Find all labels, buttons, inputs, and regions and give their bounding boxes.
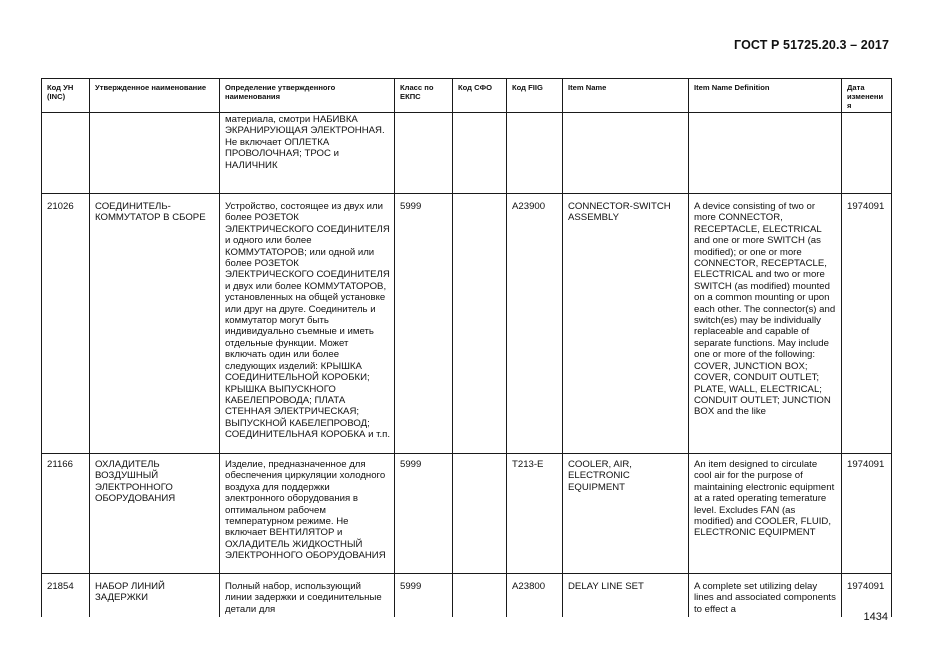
cell-class [395, 113, 453, 194]
table-row [42, 113, 892, 194]
cell-fiig: A23800 [507, 574, 563, 618]
cell-fiig [507, 113, 563, 194]
cell-date: 1974091 [842, 194, 892, 454]
catalog-table [41, 78, 892, 617]
table-header-row [42, 79, 892, 113]
table-row [42, 194, 892, 454]
column-header-date: Дата изменения [842, 79, 892, 113]
cell-name-ru [90, 113, 220, 194]
cell-definition-ru: Полный набор, использующий линии задержки и соединительные детали для [220, 574, 395, 618]
cell-item-name: COOLER, AIR, ELECTRONIC EQUIPMENT [563, 454, 689, 574]
cell-item-definition: A complete set utilizing delay lines and associated components to effect a [689, 574, 842, 618]
column-header-name-ru: Утвержденное наименование [90, 79, 220, 113]
column-header-item-definition: Item Name Definition [689, 79, 842, 113]
cell-name-ru: ОХЛАДИТЕЛЬ ВОЗДУШНЫЙ ЭЛЕКТРОННОГО ОБОРУДОВАНИЯ [90, 454, 220, 574]
cell-name-ru: НАБОР ЛИНИЙ ЗАДЕРЖКИ [90, 574, 220, 618]
column-header-inc: Код УН (INC) [42, 79, 90, 113]
cell-item-definition [689, 113, 842, 194]
table-row [42, 454, 892, 574]
cell-sfo [453, 454, 507, 574]
cell-class: 5999 [395, 194, 453, 454]
cell-sfo [453, 194, 507, 454]
cell-definition-ru: материала, смотри НАБИВКА ЭКРАНИРУЮЩАЯ ЭЛЕКТРОННАЯ. Не включает ОПЛЕТКА ПРОВОЛОЧНАЯ; ТРОС и НАЛИЧНИК [220, 113, 395, 194]
cell-inc: 21166 [42, 454, 90, 574]
column-header-sfo: Код СФО [453, 79, 507, 113]
cell-class: 5999 [395, 574, 453, 618]
cell-name-ru: СОЕДИНИТЕЛЬ-КОММУТАТОР В СБОРЕ [90, 194, 220, 454]
cell-inc: 21026 [42, 194, 90, 454]
column-header-fiig: Код FIIG [507, 79, 563, 113]
cell-item-definition: A device consisting of two or more CONNECTOR, RECEPTACLE, ELECTRICAL and one or more SWITCH (as modified); or one or more CONNECTOR, RECEPTACLE, ELECTRICAL and two or more SWITCH (as modified) mounted on a common mounting or upon each other. The connector(s) and switch(es) may be individually replaceable and capable of separate functions. May include one or more of the following: COVER, JUNCTION BOX; COVER, CONDUIT OUTLET; PLATE, WALL, ELECTRICAL; CONDUIT OUTLET; JUNCTION BOX and the like [689, 194, 842, 454]
cell-class: 5999 [395, 454, 453, 574]
cell-item-name [563, 113, 689, 194]
cell-fiig: T213-E [507, 454, 563, 574]
cell-date: 1974091 [842, 454, 892, 574]
cell-inc: 21854 [42, 574, 90, 618]
page-number: 1434 [863, 611, 888, 623]
cell-inc [42, 113, 90, 194]
cell-fiig: A23900 [507, 194, 563, 454]
cell-item-definition: An item designed to circulate cool air for the purpose of maintaining electronic equipment at a rated operating temerature level. Excludes FAN (as modified) and COOLER, FLUID, ELECTRONIC EQUIPMENT [689, 454, 842, 574]
document-id: ГОСТ Р 51725.20.3 – 2017 [734, 38, 889, 52]
cell-definition-ru: Устройство, состоящее из двух или более РОЗЕТОК ЭЛЕКТРИЧЕСКОГО СОЕДИНИТЕЛЯ и одного или более КОММУТАТОРОВ; или одной или более РОЗЕТОК ЭЛЕКТРИЧЕСКОГО СОЕДИНИТЕЛЯ и двух или более КОММУТАТОРОВ, установленных на общей установке или друг на друге. Соединитель и коммутатор могут быть индивидуально съемные и иметь отдельные функции. Может включать один или более следующих изделий: КРЫШКА СОЕДИНИТЕЛЬНОЙ КОРОБКИ; КРЫШКА ВЫПУСКНОГО КАБЕЛЕПРОВОДА; ПЛАТА СТЕННАЯ ЭЛЕКТРИЧЕСКАЯ; ВЫПУСКНОЙ КАБЕЛЕПРОВОД; СОЕДИНИТЕЛЬНАЯ КОРОБКА и т.п. [220, 194, 395, 454]
cell-item-name: DELAY LINE SET [563, 574, 689, 618]
cell-definition-ru: Изделие, предназначенное для обеспечения циркуляции холодного воздуха для поддержки электронного оборудования в оптимальном рабочем температурном режиме. Не включает ВЕНТИЛЯТОР и ОХЛАДИТЕЛЬ ЖИДКОСТНЫЙ ЭЛЕКТРОННОГО ОБОРУДОВАНИЯ [220, 454, 395, 574]
table-row [42, 574, 892, 618]
cell-sfo [453, 113, 507, 194]
column-header-definition-ru: Определение утвержденного наименования [220, 79, 395, 113]
cell-sfo [453, 574, 507, 618]
column-header-item-name: Item Name [563, 79, 689, 113]
cell-date [842, 113, 892, 194]
column-header-class: Класс по ЕКПС [395, 79, 453, 113]
cell-item-name: CONNECTOR-SWITCH ASSEMBLY [563, 194, 689, 454]
cell-date: 1974091 [842, 574, 892, 618]
